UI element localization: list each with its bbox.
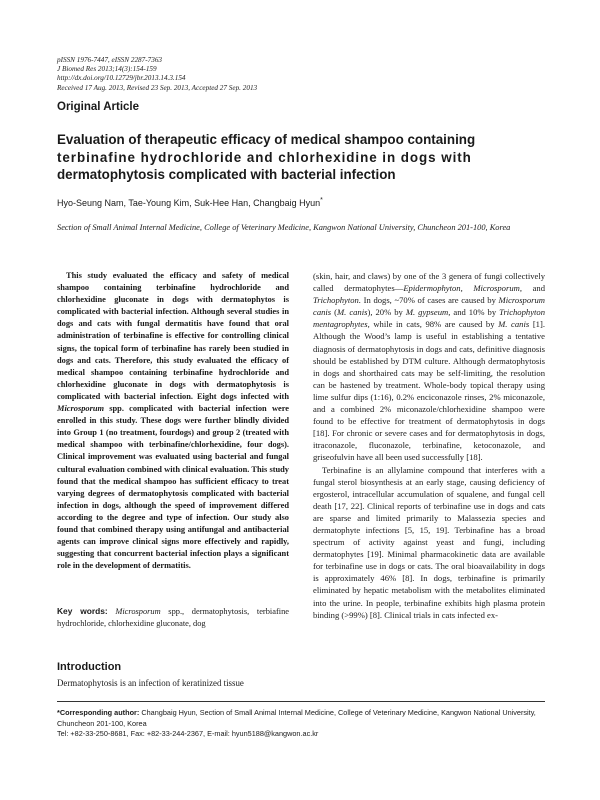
affiliation: Section of Small Animal Internal Medicine, College of Veterinary Medicine, Kangwon National University, Chuncheon 201-100, Korea — [57, 223, 511, 232]
title-line-2: terbinafine hydrochloride and chlorhexidine in dogs with — [57, 149, 472, 165]
abstract-text-2: spp. complicated with bacterial infection were enrolled in this study. These dogs were further blindly divided into Group 1 (no treatment, fourdogs) and group 2 (treated with medical shampoo with terbinafine/chlorhexidine, four dogs). Clinical improvement was evaluated using bacterial and fungal cultural evaluation combined with clinical evaluation. This study found that the medical shampoo has sufficient efficacy to treat varying degrees of dermatophytosis complicated with bacterial infection in dogs, although the speed of improvement differed according to the degree and type of infection. Our study also found that combined therapy using antifungal and antibacterial agents can improve clinical signs more effectively and rapidly, suggesting that concurrent bacterial infection plays a significant role in the development of dermatitis. — [57, 404, 289, 571]
title-line-1: Evaluation of therapeutic efficacy of medical shampoo containing — [57, 132, 476, 147]
keywords-genus: Microsporum — [115, 607, 161, 616]
body-paragraph-1: (skin, hair, and claws) by one of the 3 genera of fungi collectively called dermatophytes—Epidermophyton, Microsporum, and Trichophyton. In dogs, ~70% of cases are caused by Microsporum canis (M. canis), 20% by M. gypseum, and 10% by Trichophyton mentagrophytes, while in cats, 98% are caused by M. canis [1]. Although the Wood’s lamp is useful in establishing a tentative diagnosis of dermatophytosis in dogs and cats, definitive diagnosis should be established by DTM culture. Although dermatophytosis in dogs and shorthaired cats may be self-limiting, the resolution can be hastened by treatment. Whole-body topical therapy using lime sulfur dips (1:16), 0.2% enciconazole rinses, 2% miconazole, and a combined 2% miconazole/chlorhexidine shampoo were found to be effective for treatment of dermatophytosis in dogs [18]. For chronic or severe cases and for dermatophytosis in dogs, itraconazole, fluconazole, terbinafine, ketoconazole, and griseofulvin have all been used successfully [18]. — [313, 271, 545, 463]
footnote-contact: Tel: +82-33-250-8681, Fax: +82-33-244-2367, E-mail: hyun5188@kangwon.ac.kr — [57, 729, 319, 739]
article-type: Original Article — [57, 101, 140, 113]
introduction-text: Dermatophytosis is an infection of keratinized tissue — [57, 678, 244, 688]
footnote-label: *Corresponding author: — [57, 708, 140, 717]
citation-line: J Biomed Res 2013;14(3):154-159 — [57, 65, 157, 74]
corresponding-author-footnote — [57, 708, 547, 740]
keywords-list: spp., dermatophytosis, terbiafine hydrochloride, chlorhexidine gluconate, dog — [57, 607, 289, 629]
footnote-address — [57, 708, 547, 729]
doi-line: http://dx.doi.org/10.12729/jbr.2013.14.3.154 — [57, 74, 186, 83]
issn-line: pISSN 1976-7447, eISSN 2287-7363 — [57, 56, 163, 64]
abstract-text-1: This study evaluated the efficacy and safety of medical shampoo containing terbinafine hydrochloride and chlorhexidine gluconate in dogs with dermatophytos is complicated with bacterial infection. Although several studies in dogs and cats with fungal dermatitis have found that oral administration of terbinafine is effective for controlling clinical signs, the topical form of terbinafine has rarely been studied in dogs and cats. Therefore, this study evaluated the efficacy of medical shampoo containing terbinafine hydrochloride and chlorhexidine gluconate in dogs with dermatophytosis is complicated with bacterial infection. Eight dogs infected with — [57, 271, 289, 401]
right-column — [313, 270, 545, 621]
journal-header — [57, 56, 357, 93]
article-title — [57, 131, 547, 184]
author-names: Hyo-Seung Nam, Tae-Young Kim, Suk-Hee Han, Changbaig Hyun — [57, 198, 321, 208]
body-paragraph-2: Terbinafine is an allylamine compound that interferes with a fungal sterol biosynthesis at an early stage, causing deficiency of ergosterol, intracellular accumulation of squalene, and fungal cell death [17, 22]. Clinical reports of terbinafine use in dogs and cats are sparse and limited primarily to Malassezia species and dermatophyte infections [5, 15, 19]. Terbinafine has a broad spectrum of activity against yeast and fungi, including dermatophytes [19]. Minimal pharmacokinetic data are available for terbinafine use in dogs or cats. The oral bioavailability in dogs is approximately 46% [8]. In dogs, terbinafine is primarily eliminated by hepatic metabolism with the metabolites eliminated into the urine. In people, terbinafine exhibits high plasma protein binding (>99%) [8]. Clinical trials in cats infected ex- — [313, 464, 545, 620]
author-list — [57, 197, 323, 208]
abstract-genus: Microsporum — [57, 404, 105, 414]
corresponding-mark: * — [320, 197, 323, 204]
keywords — [57, 605, 289, 630]
footnote-text: Changbaig Hyun, Section of Small Animal Internal Medicine, College of Veterinary Medicine, Kangwon National University, Chuncheon 201-100, Korea — [57, 708, 536, 728]
footnote-divider — [57, 701, 545, 702]
abstract — [57, 270, 289, 572]
dates-line: Received 17 Aug. 2013, Revised 23 Sep. 2013, Accepted 27 Sep. 2013 — [57, 83, 258, 92]
keywords-label: Key words: — [57, 606, 108, 616]
introduction-heading: Introduction — [57, 661, 122, 673]
title-line-3: dermatophytosis complicated with bacterial infection — [57, 167, 396, 182]
